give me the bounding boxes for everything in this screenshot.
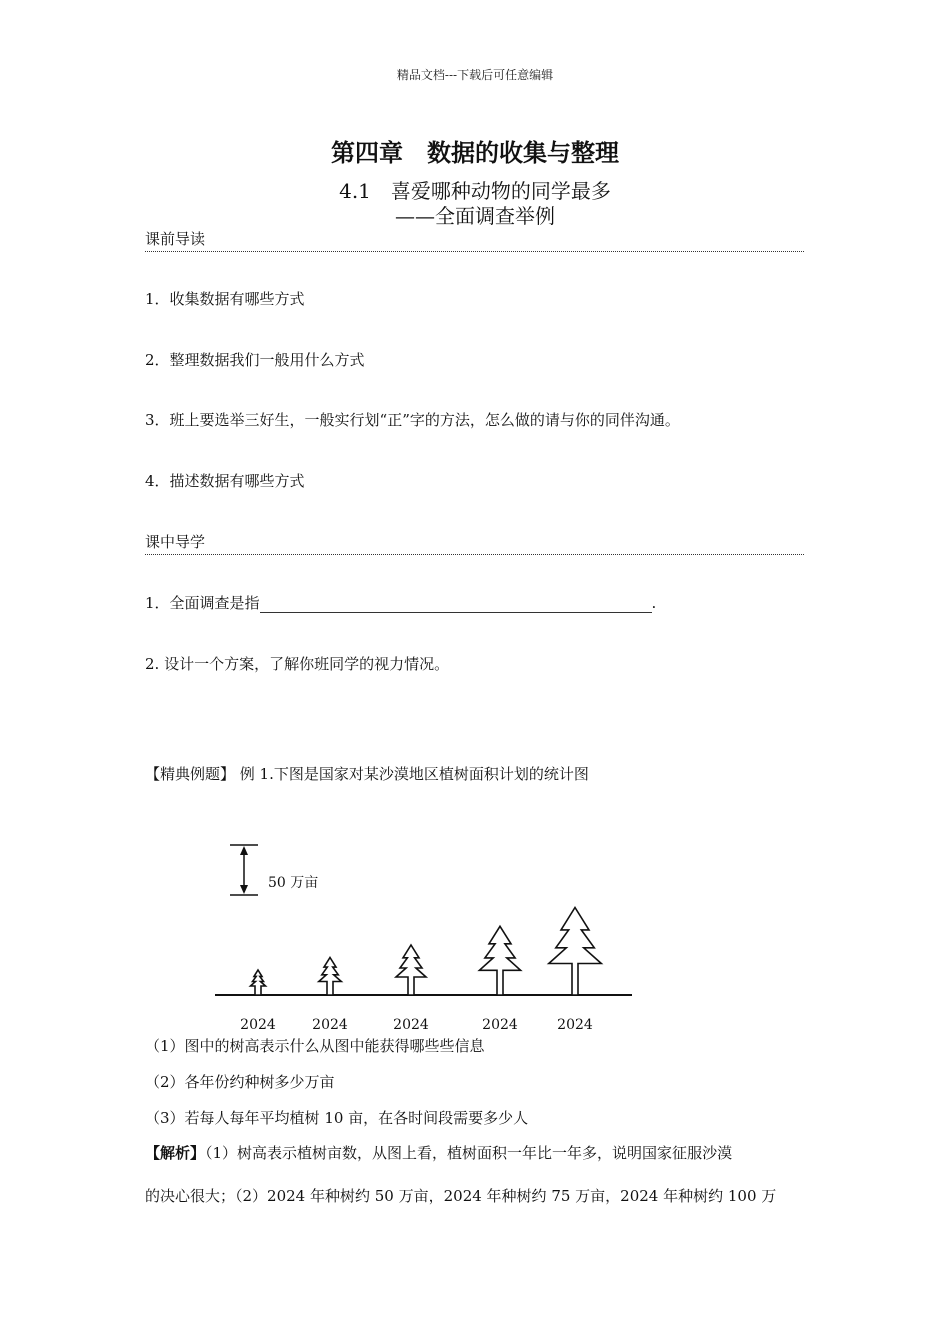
preview-question-3: 3．班上要选举三好生，一般实行划“正”字的方法，怎么做的请与你的同伴沟通。 [145,411,680,429]
inclass-question-2: 2. 设计一个方案，了解你班同学的视力情况。 [145,655,450,673]
scale-arrow-up-icon [240,846,248,855]
tree-pictograph-chart [200,815,640,1040]
scale-arrow-down-icon [240,885,248,894]
tree-5 [549,908,602,996]
preview-question-4: 4．描述数据有哪些方式 [145,472,305,490]
lesson-subtitle: ——全面调查举例 [395,204,555,228]
analysis-text-1: （1）树高表示植树亩数，从图上看，植树面积一年比一年多，说明国家征服沙漠 [205,1144,733,1162]
tree-1 [251,970,266,995]
section-heading-preview: 课前导读 [145,228,804,252]
tree-year-label-3: 2024 [393,1017,429,1033]
tree-year-label-2: 2024 [312,1017,348,1033]
lesson-title: 4.1 喜爱哪种动物的同学最多 [339,179,611,203]
inclass-question-1-text: 1．全面调查是指 [145,594,260,612]
tree-4 [479,926,520,995]
example-question-3: （3）若每人每年平均植树 10 亩，在各时间段需要多少人 [145,1109,529,1127]
tree-year-label-5: 2024 [557,1017,593,1033]
example-question-2: （2）各年份约种树多少万亩 [145,1073,335,1091]
tree-3 [396,945,426,995]
analysis-tag: 【解析】 [145,1144,206,1162]
answer-blank[interactable] [260,598,652,613]
chapter-title: 第四章 数据的收集与整理 [331,138,619,167]
tree-year-label-1: 2024 [240,1017,276,1033]
example-tag: 【精典例题】 [145,765,236,783]
analysis-line-2: 的决心很大；（2）2024 年种树约 50 万亩，2024 年种树约 75 万亩，2024 年种树约 100 万 [145,1187,777,1205]
section-heading-inclass: 课中导学 [145,531,804,555]
example-intro [145,763,589,784]
header-note: 精品文档---下载后可任意编辑 [396,68,554,82]
tree-2 [319,958,342,996]
analysis-line-1 [145,1142,732,1163]
inclass-question-1-end: . [651,594,657,612]
scale-label: 50 万亩 [268,875,319,891]
example-question-1: （1）图中的树高表示什么从图中能获得哪些些信息 [145,1037,485,1055]
preview-question-2: 2．整理数据我们一般用什么方式 [145,351,365,369]
example-text: 例 1.下图是国家对某沙漠地区植树面积计划的统计图 [235,765,589,783]
preview-question-1: 1．收集数据有哪些方式 [145,290,305,308]
inclass-question-1 [145,592,656,613]
tree-year-label-4: 2024 [482,1017,518,1033]
